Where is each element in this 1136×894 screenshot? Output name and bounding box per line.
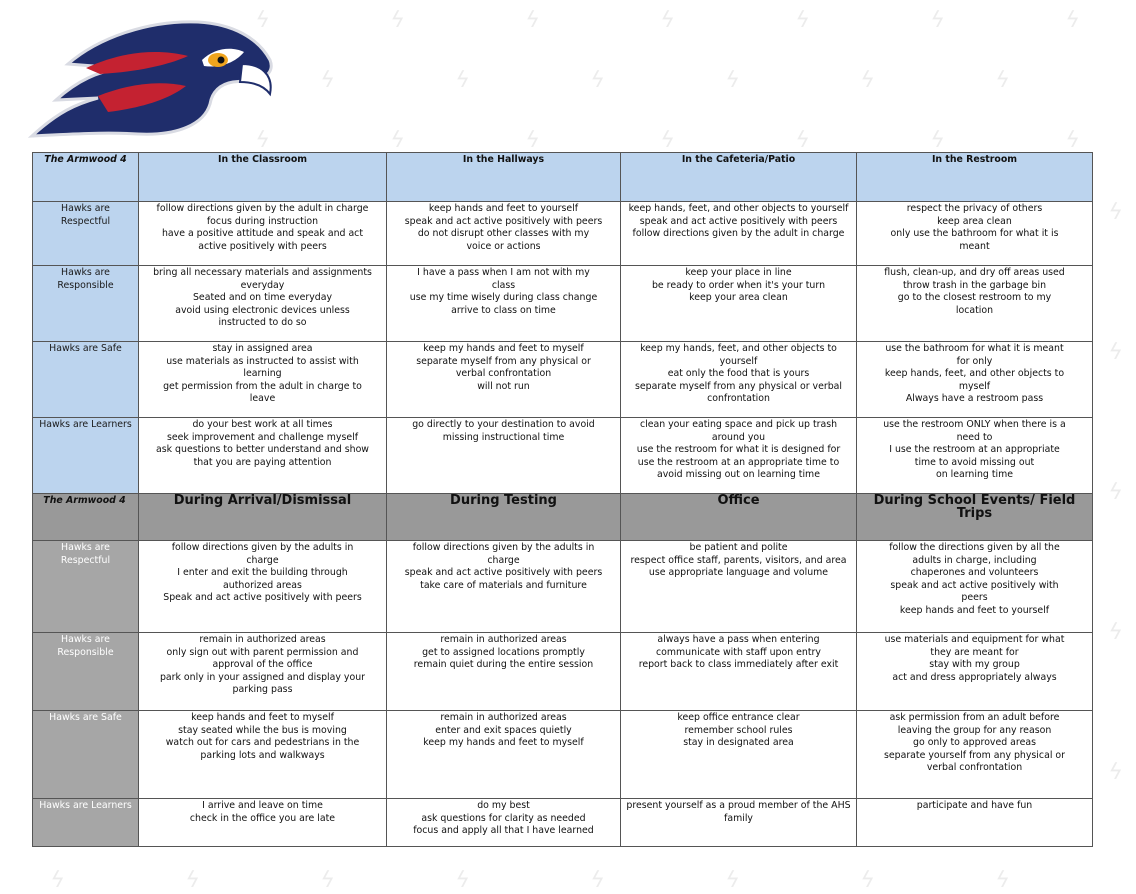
cell-line: confrontation bbox=[707, 393, 770, 405]
bolt-icon: ϟ bbox=[1105, 480, 1126, 505]
cell-line: use the restroom ONLY when there is a bbox=[883, 419, 1066, 430]
bolt-icon: ϟ bbox=[927, 8, 948, 33]
bolt-icon: ϟ bbox=[857, 868, 878, 893]
table-cell bbox=[139, 633, 387, 711]
cell-line: keep hands and feet to myself bbox=[191, 712, 334, 723]
table-cell bbox=[621, 418, 857, 494]
bolt-icon: ϟ bbox=[857, 68, 878, 93]
column-header: In the Restroom bbox=[857, 153, 1093, 202]
hawk-head-outline bbox=[32, 22, 271, 136]
cell-line: stay seated while the bus is moving bbox=[178, 724, 347, 736]
table-cell bbox=[139, 799, 387, 847]
cell-line: leave bbox=[249, 393, 276, 405]
cell-line: watch out for cars and pedestrians in the bbox=[165, 737, 360, 749]
cell-line: family bbox=[724, 812, 753, 824]
table-cell bbox=[857, 266, 1093, 342]
cell-line: check in the office you are late bbox=[189, 812, 336, 824]
table-cell bbox=[621, 266, 857, 342]
armwood-4-matrix bbox=[32, 152, 1093, 847]
cell-line: respect the privacy of others bbox=[906, 203, 1043, 214]
cell-line: follow directions given by the adults in bbox=[412, 542, 595, 553]
cell-line: will not run bbox=[477, 380, 530, 392]
row-label: Hawks are Learners bbox=[33, 799, 139, 847]
bolt-icon: ϟ bbox=[522, 128, 543, 153]
cell-line: myself bbox=[958, 380, 991, 392]
row-label: Hawks are Responsible bbox=[33, 266, 139, 342]
table-cell bbox=[857, 711, 1093, 799]
cell-line: speak and act active positively with peers bbox=[404, 215, 603, 227]
cell-line: keep area clean bbox=[937, 215, 1012, 227]
cell-line: they are meant for bbox=[930, 646, 1019, 658]
table-cell bbox=[387, 342, 621, 418]
cell-line: approval of the office bbox=[212, 659, 313, 671]
bolt-icon: ϟ bbox=[792, 128, 813, 153]
table-cell bbox=[139, 418, 387, 494]
cell-line: avoid using electronic devices unless bbox=[175, 304, 350, 316]
table-cell bbox=[387, 799, 621, 847]
cell-line: I enter and exit the building through bbox=[177, 567, 348, 579]
cell-line: meant bbox=[959, 240, 990, 252]
cell-line: go only to approved areas bbox=[913, 737, 1036, 749]
cell-line: charge bbox=[246, 554, 279, 566]
row-label: Hawks are Respectful bbox=[33, 541, 139, 633]
cell-line: use appropriate language and volume bbox=[648, 567, 829, 579]
cell-line: need to bbox=[956, 431, 993, 443]
cell-line: ask permission from an adult before bbox=[889, 712, 1060, 723]
column-header: In the Cafeteria/Patio bbox=[621, 153, 857, 202]
cell-line: avoid missing out on learning time bbox=[657, 469, 820, 481]
bolt-icon: ϟ bbox=[522, 8, 543, 33]
column-header: In the Hallways bbox=[387, 153, 621, 202]
cell-line: that you are paying attention bbox=[193, 456, 332, 468]
cell-line: keep hands, feet, and other objects to bbox=[884, 368, 1065, 380]
cell-line: park only in your assigned and display your bbox=[159, 671, 366, 683]
bolt-icon: ϟ bbox=[1105, 200, 1126, 225]
table-row bbox=[33, 541, 1093, 633]
cell-line: keep hands and feet to yourself bbox=[899, 604, 1050, 616]
column-header: In the Classroom bbox=[139, 153, 387, 202]
cell-line: be patient and polite bbox=[689, 542, 788, 553]
cell-line: follow directions given by the adults in bbox=[171, 542, 354, 553]
cell-line: follow the directions given by all the bbox=[889, 542, 1060, 553]
table-cell bbox=[857, 633, 1093, 711]
cell-line: flush, clean-up, and dry off areas used bbox=[884, 267, 1065, 278]
cell-line: only sign out with parent permission and bbox=[166, 646, 359, 658]
section2-header-row bbox=[33, 494, 1093, 541]
cell-line: on learning time bbox=[935, 469, 1014, 481]
table-row bbox=[33, 418, 1093, 494]
cell-line: separate yourself from any physical or bbox=[883, 749, 1065, 761]
cell-line: Always have a restroom pass bbox=[905, 393, 1044, 405]
column-header: During Arrival/Dismissal bbox=[139, 494, 387, 541]
bolt-icon: ϟ bbox=[182, 868, 203, 893]
cell-line: participate and have fun bbox=[916, 800, 1033, 811]
cell-line: speak and act active positively with peers bbox=[404, 567, 603, 579]
cell-line: do your best work at all times bbox=[192, 419, 333, 430]
cell-line: always have a pass when entering bbox=[657, 634, 820, 645]
table-cell bbox=[621, 342, 857, 418]
cell-line: I have a pass when I am not with my bbox=[417, 267, 590, 278]
bolt-icon: ϟ bbox=[722, 868, 743, 893]
cell-line: only use the bathroom for what it is bbox=[890, 228, 1059, 240]
section1-header-row bbox=[33, 153, 1093, 202]
bolt-icon: ϟ bbox=[317, 868, 338, 893]
bolt-icon: ϟ bbox=[657, 8, 678, 33]
cell-line: remain in authorized areas bbox=[199, 634, 326, 645]
cell-line: everyday bbox=[240, 279, 285, 291]
cell-line: take care of materials and furniture bbox=[420, 579, 587, 591]
cell-line: yourself bbox=[719, 355, 758, 367]
bolt-icon: ϟ bbox=[1062, 8, 1083, 33]
bolt-icon: ϟ bbox=[252, 8, 273, 33]
bolt-icon: ϟ bbox=[587, 868, 608, 893]
cell-line: present yourself as a proud member of the AHS bbox=[626, 800, 851, 811]
table-cell bbox=[621, 541, 857, 633]
cell-line: follow directions given by the adult in charge bbox=[156, 203, 369, 214]
bolt-icon: ϟ bbox=[452, 868, 473, 893]
cell-line: remain in authorized areas bbox=[440, 634, 567, 645]
bolt-icon: ϟ bbox=[927, 128, 948, 153]
cell-line: verbal confrontation bbox=[926, 762, 1023, 774]
cell-line: stay in assigned area bbox=[212, 343, 313, 354]
cell-line: keep hands and feet to yourself bbox=[428, 203, 579, 214]
cell-line: use my time wisely during class change bbox=[409, 292, 598, 304]
cell-line: get permission from the adult in charge to bbox=[163, 380, 362, 392]
cell-line: verbal confrontation bbox=[455, 368, 552, 380]
cell-line: report back to class immediately after exit bbox=[638, 659, 839, 671]
table-cell bbox=[621, 711, 857, 799]
cell-line: communicate with staff upon entry bbox=[656, 646, 821, 658]
cell-line: do not disrupt other classes with my bbox=[417, 228, 590, 240]
bolt-icon: ϟ bbox=[657, 128, 678, 153]
column-header: During Testing bbox=[387, 494, 621, 541]
hawk-pupil bbox=[218, 57, 225, 64]
row-label: Hawks are Learners bbox=[33, 418, 139, 494]
cell-line: stay with my group bbox=[929, 659, 1020, 671]
cell-line: keep hands, feet, and other objects to yourself bbox=[628, 203, 849, 214]
bolt-icon: ϟ bbox=[47, 868, 68, 893]
cell-line: class bbox=[491, 279, 516, 291]
cell-line: for only bbox=[956, 355, 993, 367]
cell-line: focus and apply all that I have learned bbox=[413, 825, 594, 837]
bolt-icon: ϟ bbox=[1105, 340, 1126, 365]
cell-line: throw trash in the garbage bin bbox=[902, 279, 1047, 291]
row-label: Hawks are Responsible bbox=[33, 633, 139, 711]
cell-line: remain in authorized areas bbox=[440, 712, 567, 723]
table-cell bbox=[387, 633, 621, 711]
table-cell bbox=[621, 799, 857, 847]
cell-line: charge bbox=[487, 554, 520, 566]
cell-line: clean your eating space and pick up trash bbox=[639, 419, 838, 430]
cell-line: keep your place in line bbox=[685, 267, 792, 278]
cell-line: bring all necessary materials and assignments bbox=[153, 267, 372, 278]
cell-line: separate myself from any physical or bbox=[416, 355, 591, 367]
cell-line: keep my hands and feet to myself bbox=[423, 737, 584, 749]
cell-line: use the restroom at an appropriate time to bbox=[637, 456, 840, 468]
cell-line: parking lots and walkways bbox=[200, 749, 325, 761]
cell-line: be ready to order when it's your turn bbox=[651, 279, 826, 291]
bolt-icon: ϟ bbox=[1105, 760, 1126, 785]
cell-line: separate myself from any physical or verbal bbox=[634, 380, 843, 392]
cell-line: I arrive and leave on time bbox=[202, 800, 323, 811]
row-label: Hawks are Respectful bbox=[33, 202, 139, 266]
cell-line: use the bathroom for what it is meant bbox=[885, 343, 1064, 354]
table-cell bbox=[621, 202, 857, 266]
cell-line: authorized areas bbox=[223, 579, 302, 591]
cell-line: have a positive attitude and speak and act bbox=[161, 228, 364, 240]
bolt-icon: ϟ bbox=[387, 8, 408, 33]
table-cell bbox=[387, 541, 621, 633]
cell-line: time to avoid missing out bbox=[914, 456, 1035, 468]
cell-line: keep my hands and feet to myself bbox=[423, 343, 584, 354]
bolt-icon: ϟ bbox=[587, 68, 608, 93]
cell-line: remember school rules bbox=[684, 724, 793, 736]
table-cell bbox=[857, 418, 1093, 494]
cell-line: Speak and act active positively with peers bbox=[163, 592, 362, 604]
cell-line: respect office staff, parents, visitors, and area bbox=[630, 554, 847, 566]
armwood-4-corner: The Armwood 4 bbox=[33, 494, 139, 541]
column-header: During School Events/ Field Trips bbox=[857, 494, 1093, 541]
bolt-icon: ϟ bbox=[252, 128, 273, 153]
cell-line: use materials and equipment for what bbox=[884, 634, 1065, 645]
cell-line: keep your area clean bbox=[689, 292, 788, 304]
table-cell bbox=[387, 711, 621, 799]
bolt-icon: ϟ bbox=[387, 128, 408, 153]
table-cell bbox=[139, 342, 387, 418]
cell-line: get to assigned locations promptly bbox=[422, 646, 585, 658]
table-cell bbox=[857, 541, 1093, 633]
cell-line: speak and act active positively with bbox=[890, 579, 1059, 591]
cell-line: follow directions given by the adult in charge bbox=[632, 228, 845, 240]
table-cell bbox=[139, 711, 387, 799]
bolt-icon: ϟ bbox=[452, 68, 473, 93]
row-label: Hawks are Safe bbox=[33, 342, 139, 418]
bolt-icon: ϟ bbox=[1105, 620, 1126, 645]
table-cell bbox=[387, 202, 621, 266]
cell-line: keep my hands, feet, and other objects to bbox=[640, 343, 837, 354]
cell-line: stay in designated area bbox=[683, 737, 794, 749]
table-cell bbox=[139, 202, 387, 266]
cell-line: parking pass bbox=[232, 684, 293, 696]
table-row bbox=[33, 799, 1093, 847]
armwood-4-corner: The Armwood 4 bbox=[33, 153, 139, 202]
cell-line: instructed to do so bbox=[218, 317, 307, 329]
cell-line: around you bbox=[711, 431, 766, 443]
cell-line: leaving the group for any reason bbox=[897, 724, 1052, 736]
bolt-icon: ϟ bbox=[317, 68, 338, 93]
bolt-icon: ϟ bbox=[1062, 128, 1083, 153]
table-cell bbox=[857, 202, 1093, 266]
row-label: Hawks are Safe bbox=[33, 711, 139, 799]
cell-line: use the restroom for what it is designed for bbox=[636, 444, 841, 456]
cell-line: keep office entrance clear bbox=[677, 712, 800, 723]
bolt-icon: ϟ bbox=[992, 68, 1013, 93]
bolt-icon: ϟ bbox=[722, 68, 743, 93]
cell-line: arrive to class on time bbox=[451, 304, 556, 316]
table-cell bbox=[857, 342, 1093, 418]
cell-line: ask questions for clarity as needed bbox=[421, 812, 586, 824]
bolt-icon: ϟ bbox=[792, 8, 813, 33]
cell-line: voice or actions bbox=[466, 240, 541, 252]
cell-line: do my best bbox=[477, 800, 530, 811]
cell-line: learning bbox=[243, 368, 282, 380]
cell-line: enter and exit spaces quietly bbox=[435, 724, 572, 736]
bolt-icon: ϟ bbox=[992, 868, 1013, 893]
table-cell bbox=[621, 633, 857, 711]
cell-line: missing instructional time bbox=[442, 431, 565, 443]
cell-line: peers bbox=[961, 592, 988, 604]
table-row bbox=[33, 633, 1093, 711]
cell-line: remain quiet during the entire session bbox=[413, 659, 594, 671]
cell-line: Seated and on time everyday bbox=[192, 292, 332, 304]
table-cell bbox=[857, 799, 1093, 847]
cell-line: focus during instruction bbox=[206, 215, 319, 227]
cell-line: ask questions to better understand and show bbox=[156, 444, 369, 456]
cell-line: use materials as instructed to assist with bbox=[166, 355, 359, 367]
cell-line: eat only the food that is yours bbox=[667, 368, 810, 380]
table-cell bbox=[139, 541, 387, 633]
table-row bbox=[33, 202, 1093, 266]
table-row bbox=[33, 342, 1093, 418]
cell-line: location bbox=[955, 304, 994, 316]
cell-line: active positively with peers bbox=[198, 240, 327, 252]
table-cell bbox=[387, 266, 621, 342]
column-header: Office bbox=[621, 494, 857, 541]
cell-line: speak and act active positively with peers bbox=[639, 215, 838, 227]
cell-line: chaperones and volunteers bbox=[910, 567, 1039, 579]
cell-line: go to the closest restroom to my bbox=[897, 292, 1052, 304]
table-row bbox=[33, 266, 1093, 342]
hawk-logo-icon bbox=[28, 8, 278, 148]
cell-line: go directly to your destination to avoid bbox=[412, 419, 595, 430]
table-cell bbox=[139, 266, 387, 342]
table-row bbox=[33, 711, 1093, 799]
cell-line: seek improvement and challenge myself bbox=[166, 431, 359, 443]
table-cell bbox=[387, 418, 621, 494]
cell-line: adults in charge, including bbox=[912, 554, 1037, 566]
cell-line: act and dress appropriately always bbox=[892, 671, 1057, 683]
cell-line: I use the restroom at an appropriate bbox=[889, 444, 1060, 456]
